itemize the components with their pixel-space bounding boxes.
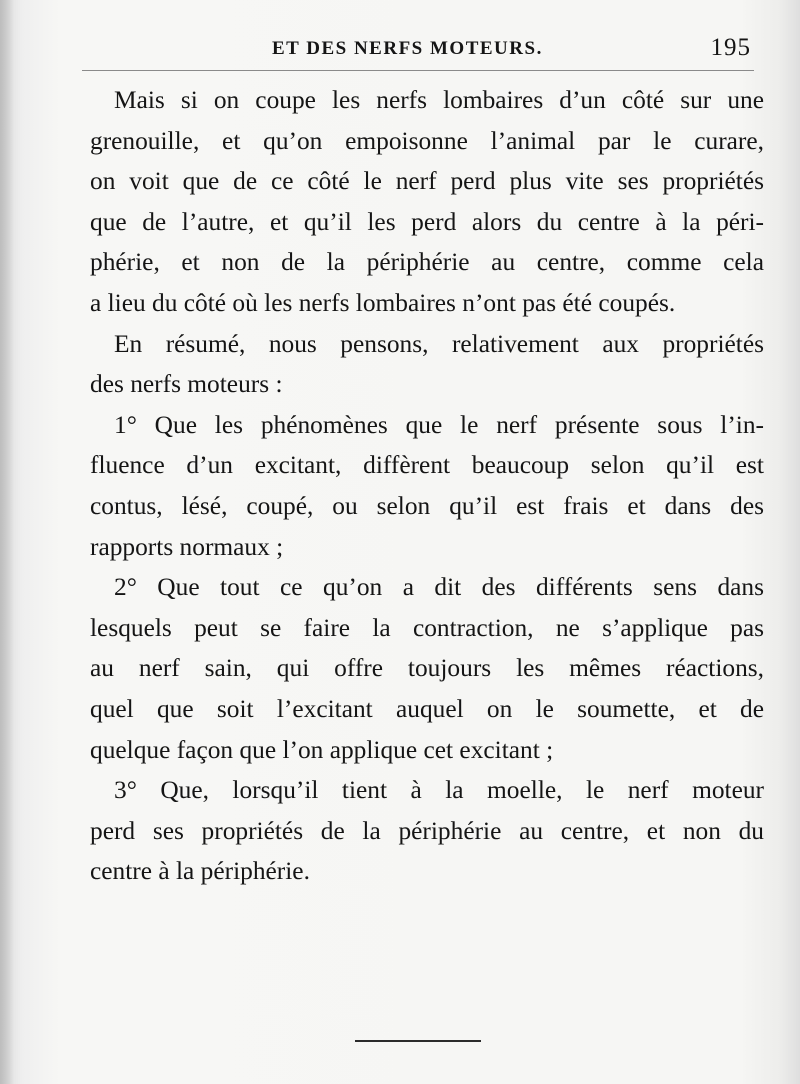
binding-shadow xyxy=(0,0,14,1084)
body-text xyxy=(90,80,764,892)
text-line: rapports normaux ; xyxy=(90,532,284,561)
page-header xyxy=(92,30,757,70)
text-line: 2° Que tout ce qu’on a dit des différents sens dans xyxy=(114,573,764,602)
text-line: En résumé, nous pensons, relativement aux propriétés xyxy=(114,329,764,358)
text-line: a lieu du côté où les nerfs lombaires n’ont pas été coupés. xyxy=(90,288,676,317)
header-rule xyxy=(82,70,754,71)
text-line: 3° Que, lorsqu’il tient à la moelle, le nerf moteur xyxy=(114,776,764,805)
running-head: ET DES NERFS MOTEURS. xyxy=(272,38,543,59)
text-line: 1° Que les phénomènes que le nerf présente sous l’in- xyxy=(114,410,764,439)
text-line: grenouille, et qu’on empoisonne l’animal par le curare, xyxy=(90,126,764,155)
text-line: fluence d’un excitant, diffèrent beaucoup selon qu’il est xyxy=(90,451,764,480)
text-line: phérie, et non de la périphérie au centre, comme cela xyxy=(90,248,764,277)
text-line: au nerf sain, qui offre toujours les mêmes réactions, xyxy=(90,654,764,683)
text-line: perd ses propriétés de la périphérie au centre, et non du xyxy=(90,816,764,845)
text-line: des nerfs moteurs : xyxy=(90,370,283,399)
text-line: centre à la périphérie. xyxy=(90,857,310,886)
page-number: 195 xyxy=(710,34,751,61)
text-line: quelque façon que l’on applique cet excitant ; xyxy=(90,735,554,764)
footer-rule xyxy=(355,1040,481,1042)
text-line: on voit que de ce côté le nerf perd plus vite ses propriétés xyxy=(90,167,764,196)
text-line: contus, lésé, coupé, ou selon qu’il est frais et dans des xyxy=(90,491,764,520)
text-line: lesquels peut se faire la contraction, ne s’applique pas xyxy=(90,613,764,642)
text-line: Mais si on coupe les nerfs lombaires d’un côté sur une xyxy=(114,86,764,114)
text-line: que de l’autre, et qu’il les perd alors du centre à la péri- xyxy=(90,207,764,236)
text-line: quel que soit l’excitant auquel on le soumette, et de xyxy=(90,694,764,723)
